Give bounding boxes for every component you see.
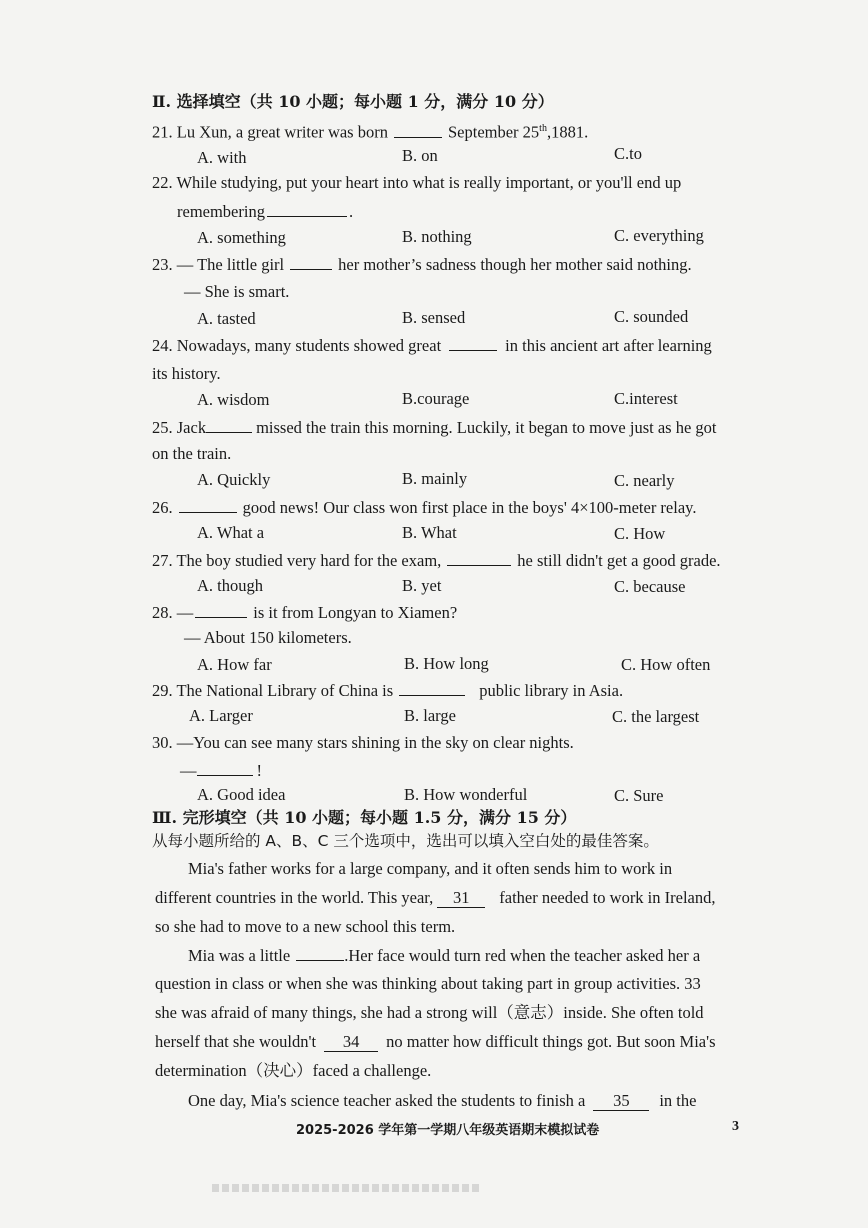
q23-option-b: B. sensed: [402, 308, 466, 327]
passage-p1-line3: so she had to move to a new school this term.: [155, 917, 456, 936]
passage-text: Mia was a little: [188, 946, 291, 965]
q22-stem-cont: remembering: [177, 202, 265, 221]
question-30: 30. —You can see many stars shining in the sky on clear nights.: [152, 733, 574, 752]
q29-option-b: B. large: [404, 706, 456, 725]
q30-exclaim: !: [256, 761, 262, 780]
passage-text: no matter how difficult things got. But soon Mia's: [386, 1032, 716, 1051]
question-25: [152, 417, 716, 438]
q23-stem: 23. — The little girl: [152, 255, 285, 274]
q21-superscript: th: [539, 123, 547, 134]
q22-option-b: B. nothing: [402, 227, 472, 246]
q25-option-a: A. Quickly: [197, 470, 271, 489]
q23-option-c: C. sounded: [614, 307, 689, 326]
blank-32: [296, 945, 344, 961]
q28-option-c: C. How often: [621, 655, 711, 674]
passage-p1-line1: Mia's father works for a large company, and it often sends him to work in: [188, 859, 673, 878]
q23-stem-end: her mother’s sadness though her mother said nothing.: [338, 255, 692, 274]
blank-34: 34: [324, 1033, 378, 1052]
q26-option-a: A. What a: [197, 523, 265, 542]
q23-blank: [290, 254, 332, 270]
question-22: 22. While studying, put your heart into what is really important, or you'll end up: [152, 173, 682, 192]
bleed-through-text-marks: [212, 1184, 482, 1192]
passage-text: herself that she wouldn't: [155, 1032, 317, 1051]
passage-text: One day, Mia's science teacher asked the students to finish a: [188, 1091, 586, 1110]
q25-stem: 25. Jack: [152, 418, 207, 437]
q21-stem-end2: ,1881.: [546, 122, 589, 142]
q25-stem-end: missed the train this morning. Luckily, it began to move just as he got: [256, 418, 717, 437]
q25-option-c: C. nearly: [614, 471, 675, 490]
q24-option-c: C.interest: [614, 389, 678, 408]
question-23-reply: — She is smart.: [184, 282, 290, 301]
q21-option-c: C.to: [614, 144, 642, 163]
q25-blank: [206, 417, 252, 433]
question-24: [152, 335, 712, 356]
question-29: [152, 680, 623, 701]
q26-stem: 26.: [152, 498, 173, 517]
passage-p3-line1: [188, 1091, 696, 1111]
question-28: [152, 602, 457, 623]
q29-stem-end: public library in Asia.: [479, 681, 624, 700]
q26-stem-end: good news! Our class won first place in the boys' 4×100-meter relay.: [242, 498, 697, 517]
page-number: 3: [732, 1119, 739, 1134]
passage-p2-line1: [188, 945, 700, 966]
q25-option-b: B. mainly: [402, 469, 468, 488]
question-30-reply: [180, 760, 262, 781]
q28-option-a: A. How far: [197, 655, 272, 674]
q29-option-a: A. Larger: [189, 706, 253, 725]
q22-blank: [267, 201, 347, 217]
passage-text: father needed to work in Ireland,: [499, 888, 716, 907]
q21-stem-end: September 25: [447, 122, 540, 142]
q29-option-c: C. the largest: [612, 707, 700, 726]
q30-option-b: B. How wonderful: [404, 785, 528, 804]
passage-text: .Her face would turn red when the teacher asked her a: [344, 946, 701, 965]
q24-option-b: B.courage: [402, 389, 470, 408]
q26-blank: [179, 497, 237, 513]
question-24-line2: its history.: [152, 364, 221, 383]
section-2-title: Ⅱ. 选择填空（共 10 小题；每小题 1 分，满分 10 分）: [152, 92, 554, 111]
q24-stem: 24. Nowadays, many students showed great: [152, 336, 442, 355]
q27-stem: 27. The boy studied very hard for the exam,: [152, 551, 442, 570]
passage-text: different countries in the world. This year,: [155, 888, 434, 907]
q30-option-c: C. Sure: [614, 786, 664, 805]
q28-blank: [195, 602, 247, 618]
q29-blank: [399, 680, 465, 696]
q21-option-a: A. with: [197, 148, 247, 167]
q24-option-a: A. wisdom: [197, 390, 270, 409]
passage-p2-line2: question in class or when she was thinking about taking part in group activities. 33: [155, 974, 701, 993]
question-28-reply: — About 150 kilometers.: [184, 628, 352, 647]
question-25-line2: on the train.: [152, 444, 232, 463]
passage-p2-line3: she was afraid of many things, she had a strong will（意志）inside. She often told: [155, 1003, 704, 1022]
q23-option-a: A. tasted: [197, 309, 256, 328]
passage-text: in the: [659, 1091, 697, 1110]
question-26: [152, 497, 696, 518]
q21-stem: 21. Lu Xun, a great writer was born: [152, 122, 388, 142]
passage-p1-line2: [155, 888, 716, 908]
blank-35: 35: [593, 1092, 649, 1111]
q29-stem: 29. The National Library of China is: [152, 681, 394, 700]
q27-option-a: A. though: [197, 576, 263, 595]
question-27: [152, 550, 721, 571]
blank-31: 31: [437, 889, 485, 908]
q28-stem-end: is it from Longyan to Xiamen?: [253, 603, 458, 622]
q22-option-c: C. everything: [614, 226, 704, 245]
question-22-line2: [177, 201, 353, 222]
question-21: [152, 119, 588, 143]
q24-stem-end: in this ancient art after learning: [505, 336, 712, 355]
q30-blank: [197, 760, 253, 776]
q27-stem-end: he still didn't get a good grade.: [517, 551, 721, 570]
q21-option-b: B. on: [402, 146, 438, 165]
footer-title: 2025-2026 学年第一学期八年级英语期末模拟试卷: [296, 1123, 600, 1138]
q27-option-c: C. because: [614, 577, 686, 596]
q22-option-a: A. something: [197, 228, 286, 247]
section-3-title: Ⅲ. 完形填空（共 10 小题；每小题 1.5 分，满分 15 分）: [152, 808, 577, 827]
passage-p2-line5: determination（决心）faced a challenge.: [155, 1061, 432, 1080]
q22-period: .: [348, 202, 354, 221]
q26-option-b: B. What: [402, 523, 457, 542]
q30-dash: —: [180, 761, 197, 780]
q30-option-a: A. Good idea: [197, 785, 286, 804]
q28-option-b: B. How long: [404, 654, 489, 673]
q28-stem: 28. —: [152, 603, 194, 622]
q27-option-b: B. yet: [402, 576, 442, 595]
passage-p2-line4: [155, 1032, 716, 1052]
q26-option-c: C. How: [614, 524, 666, 543]
question-23: [152, 254, 692, 275]
section-3-instruction: 从每小题所给的 A、B、C 三个选项中，选出可以填入空白处的最佳答案。: [152, 832, 659, 850]
q21-blank: [394, 122, 442, 138]
q24-blank: [449, 335, 497, 351]
q27-blank: [447, 550, 511, 566]
